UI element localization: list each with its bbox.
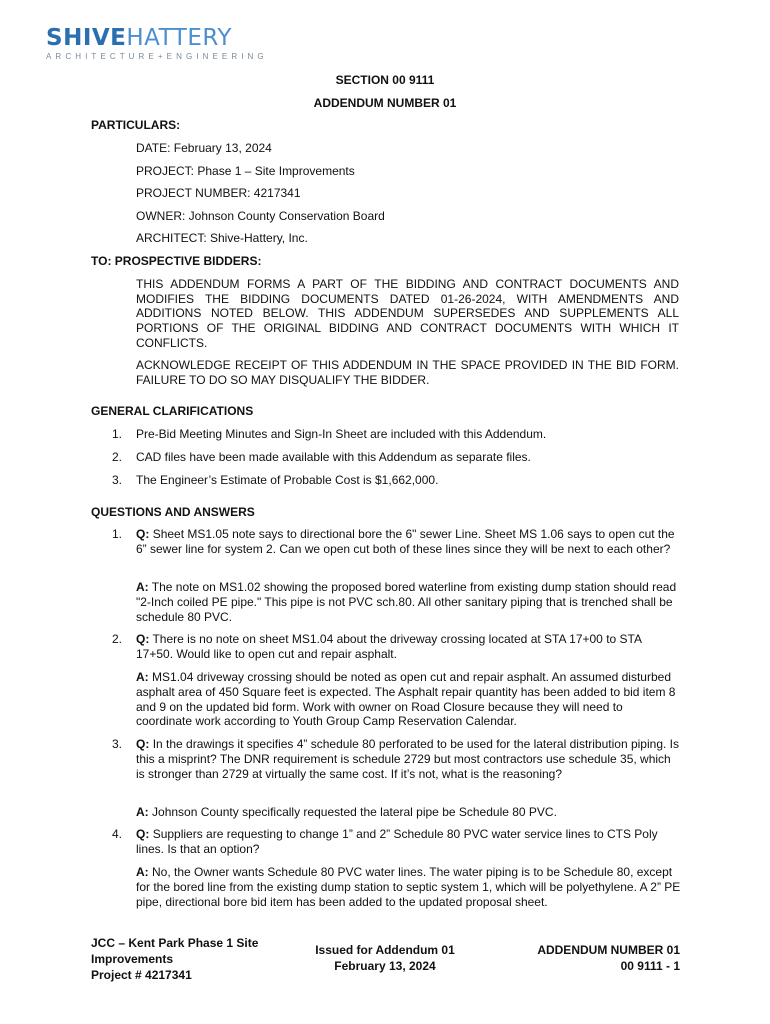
question-label: Q: bbox=[136, 632, 150, 646]
answer-label: A: bbox=[136, 805, 149, 819]
footer-issue-label: Issued for Addendum 01 bbox=[315, 943, 455, 957]
qa-heading: QUESTIONS AND ANSWERS bbox=[91, 505, 255, 519]
owner-line: OWNER: Johnson County Conservation Board bbox=[136, 209, 385, 223]
date-line: DATE: February 13, 2024 bbox=[136, 141, 272, 155]
clarification-number: 1. bbox=[112, 427, 123, 441]
answer-text: Johnson County specifically requested the lateral pipe be Schedule 80 PVC. bbox=[152, 805, 557, 819]
logo-name-bold: SHIVE bbox=[46, 25, 127, 51]
qa-question bbox=[136, 527, 681, 557]
logo-name-light: HATTERY bbox=[126, 25, 232, 51]
qa-question bbox=[136, 827, 681, 857]
question-text: There is no note on sheet MS1.04 about the driveway crossing located at STA 17+00 to STA 17+50. Would like to open cut and repair asphalt. bbox=[136, 632, 642, 661]
footer-issue bbox=[300, 942, 470, 974]
question-text: Suppliers are requesting to change 1” and 2” Schedule 80 PVC water service lines to CTS Poly lines. Is that an option? bbox=[136, 827, 658, 856]
question-label: Q: bbox=[136, 737, 150, 751]
addendum-title: ADDENDUM NUMBER 01 bbox=[313, 96, 457, 110]
qa-number: 1. bbox=[112, 527, 123, 541]
footer-issue-date: February 13, 2024 bbox=[334, 959, 436, 973]
logo-wordmark bbox=[46, 26, 306, 50]
footer-project-number: Project # 4217341 bbox=[91, 968, 192, 982]
company-logo bbox=[46, 26, 306, 61]
bidders-paragraph-2: ACKNOWLEDGE RECEIPT OF THIS ADDENDUM IN THE SPACE PROVIDED IN THE BID FORM. FAILURE TO DO SO MAY DISQUALIFY THE BIDDER. bbox=[136, 358, 679, 387]
clarifications-heading: GENERAL CLARIFICATIONS bbox=[91, 404, 254, 418]
qa-question bbox=[136, 737, 681, 781]
clarification-number: 2. bbox=[112, 450, 123, 464]
footer-addendum bbox=[500, 942, 680, 974]
clarification-item: The Engineer’s Estimate of Probable Cost is $1,662,000. bbox=[136, 473, 439, 487]
qa-question bbox=[136, 632, 681, 662]
footer-project bbox=[91, 935, 258, 983]
qa-answer bbox=[136, 865, 681, 909]
answer-text: No, the Owner wants Schedule 80 PVC water lines. The water piping is to be Schedule 80, except for the bored line from the existing dump station to septic system 1, which will be polyethylene. A 2” PE pipe, directional bore bid item has been added to the updated proposal sheet. bbox=[136, 865, 681, 909]
architect-line: ARCHITECT: Shive-Hattery, Inc. bbox=[136, 231, 308, 245]
project-line: PROJECT: Phase 1 – Site Improvements bbox=[136, 164, 355, 178]
answer-text: The note on MS1.02 showing the proposed bored waterline from existing dump station should read "2-Inch coiled PE pipe." This pipe is not PVC sch.80. All other sanitary piping that is trenched shall be schedule 80 PVC. bbox=[136, 580, 677, 624]
bidders-heading: TO: PROSPECTIVE BIDDERS: bbox=[91, 254, 262, 268]
clarification-number: 3. bbox=[112, 473, 123, 487]
question-text: Sheet MS1.05 note says to directional bore the 6" sewer Line. Sheet MS 1.06 says to open cut the 6” sewer line for system 2. Can we open cut both of these lines since they will be next to each other? bbox=[136, 527, 675, 556]
qa-number: 3. bbox=[112, 737, 123, 751]
clarification-item: Pre-Bid Meeting Minutes and Sign-In Sheet are included with this Addendum. bbox=[136, 427, 547, 441]
logo-tagline: ARCHITECTURE+ENGINEERING bbox=[46, 52, 268, 61]
footer-page-number: 00 9111 - 1 bbox=[620, 959, 680, 973]
qa-answer bbox=[136, 580, 681, 624]
question-label: Q: bbox=[136, 827, 150, 841]
answer-text: MS1.04 driveway crossing should be noted as open cut and repair asphalt. An assumed disturbed asphalt area of 450 Square feet is expected. The Asphalt repair quantity has been added to bid item 8 and 9 on the updated bid form. Work with owner on Road Closure because they will need to coordinate work according to Youth Group Camp Reservation Calendar. bbox=[136, 670, 676, 729]
qa-number: 2. bbox=[112, 632, 123, 646]
qa-answer bbox=[136, 670, 681, 729]
answer-label: A: bbox=[136, 670, 149, 684]
question-label: Q: bbox=[136, 527, 150, 541]
particulars-heading: PARTICULARS: bbox=[91, 118, 181, 132]
answer-label: A: bbox=[136, 580, 149, 594]
footer-project-line: Improvements bbox=[91, 952, 174, 966]
qa-number: 4. bbox=[112, 827, 123, 841]
bidders-paragraph-1: THIS ADDENDUM FORMS A PART OF THE BIDDING AND CONTRACT DOCUMENTS AND MODIFIES THE BIDDING DOCUMENTS DATED 01-26-2024, WITH AMENDMENTS AND ADDITIONS NOTED BELOW. THIS ADDENDUM SUPERSEDES AND SUPPLEMENTS ALL PORTIONS OF THE ORIGINAL BIDDING AND CONTRACT DOCUMENTS WITH WHICH IT CONFLICTS. bbox=[136, 277, 679, 350]
project-number-line: PROJECT NUMBER: 4217341 bbox=[136, 186, 301, 200]
footer-addendum-label: ADDENDUM NUMBER 01 bbox=[537, 943, 680, 957]
clarification-item: CAD files have been made available with this Addendum as separate files. bbox=[136, 450, 531, 464]
footer-project-line: JCC – Kent Park Phase 1 Site bbox=[91, 936, 259, 950]
qa-answer bbox=[136, 805, 681, 820]
question-text: In the drawings it specifies 4” schedule 80 perforated to be used for the lateral distribution piping. Is this a misprint? The DNR requirement is schedule 2729 but most contractors use schedule 35, which is stronger than 2729 at virtually the same cost. If it’s not, what is the reasoning? bbox=[136, 737, 679, 781]
answer-label: A: bbox=[136, 865, 149, 879]
section-title: SECTION 00 9111 bbox=[335, 73, 435, 87]
